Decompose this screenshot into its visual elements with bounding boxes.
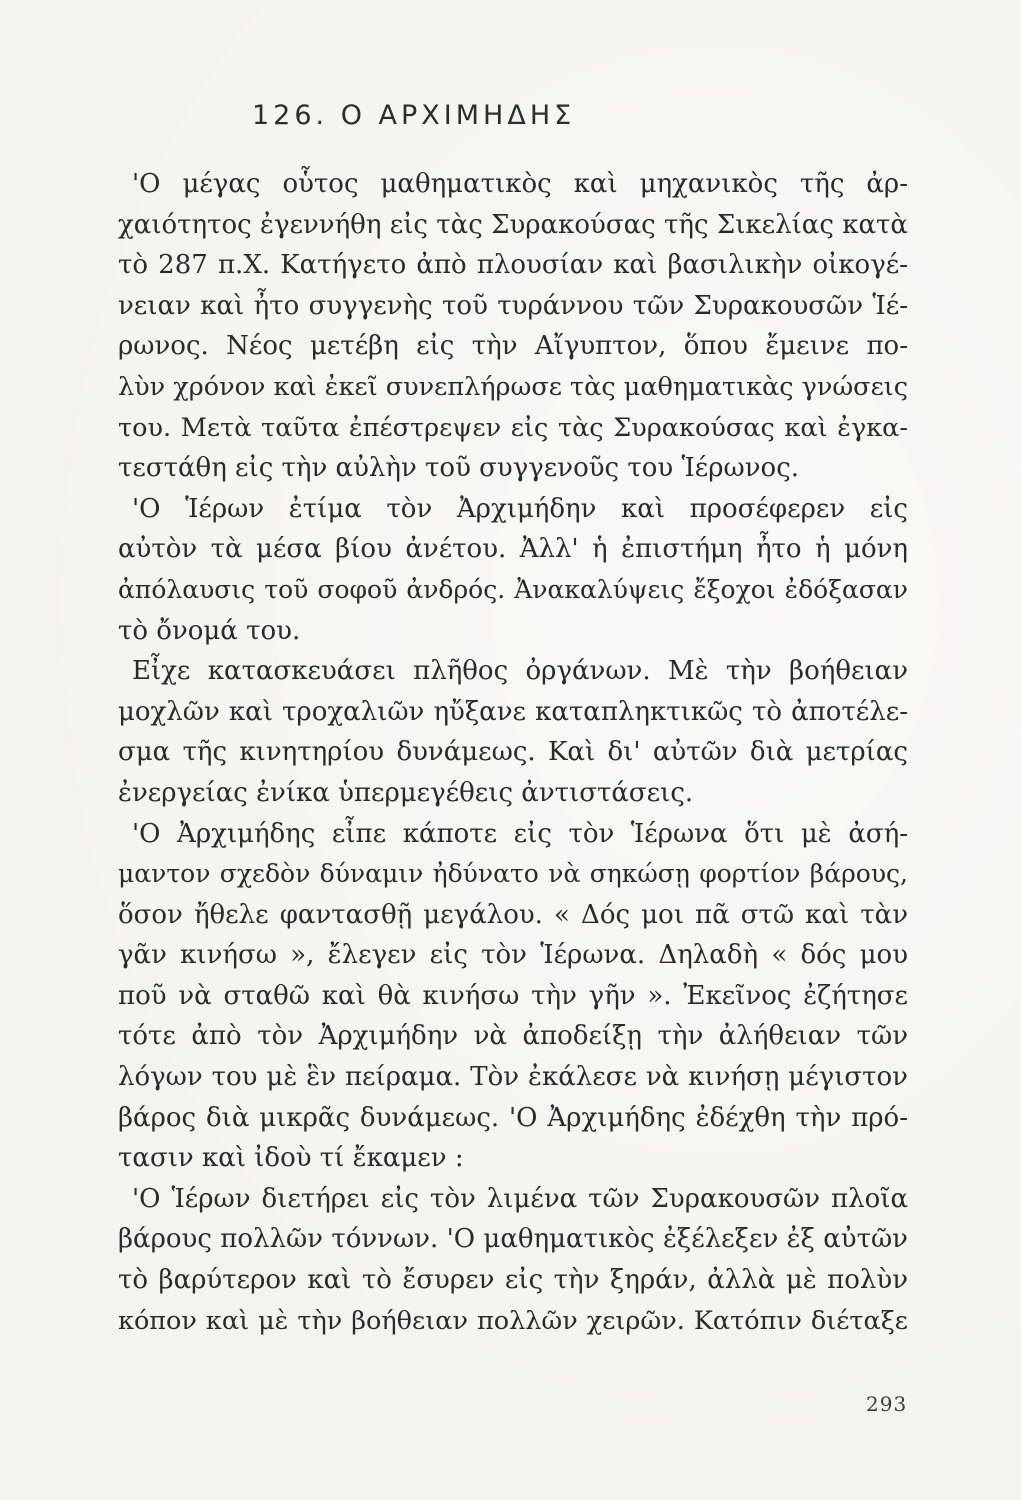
text-line: τασιν καὶ ἰδοὺ τί ἔκαμεν : (118, 1143, 464, 1174)
text-line: του. Μετὰ ταῦτα ἐπέστρεψεν εἰς τὰς Συρακούσας καὶ ἐγκα- (118, 412, 908, 443)
text-line: γᾶν κινήσω », ἔλεγεν εἰς τὸν Ἱέρωνα. Δηλαδὴ « δός μου (118, 940, 908, 971)
chapter-title: 126. Ο ΑΡΧΙΜΗΔΗΣ (252, 100, 576, 131)
text-line: μοχλῶν καὶ τροχαλιῶν ηὔξανε καταπληκτικῶς τὸ ἀποτέλε- (118, 696, 908, 727)
body-text (118, 164, 908, 1341)
text-line: ἐνεργείας ἐνίκα ὑπερμεγέθεις ἀντιστάσεις. (118, 777, 694, 808)
text-line: Εἶχε κατασκευάσει πλῆθος ὀργάνων. Μὲ τὴν βοήθειαν (132, 656, 908, 687)
text-line: χαιότητος ἐγεννήθη εἰς τὰς Συρακούσας τῆς Σικελίας κατὰ (118, 209, 908, 240)
text-line: σμα τῆς κινητηρίου δυνάμεως. Καὶ δι' αὐτῶν διὰ μετρίας (118, 737, 908, 768)
text-line: τότε ἀπὸ τὸν Ἀρχιμήδην νὰ ἀποδείξῃ τὴν ἀλήθειαν τῶν (118, 1021, 908, 1052)
text-line: τὸ ὄνομά του. (118, 615, 301, 646)
text-line: 'Ο Ἀρχιμήδης εἶπε κάποτε εἰς τὸν Ἱέρωνα ὅτι μὲ ἀσή- (132, 818, 908, 849)
text-line: λὺν χρόνον καὶ ἐκεῖ συνεπλήρωσε τὰς μαθηματικὰς γνώσεις (118, 371, 909, 402)
text-line: λόγων του μὲ ἓν πείραμα. Τὸν ἐκάλεσε νὰ κινήσῃ μέγιστον (118, 1062, 908, 1093)
text-line: τεστάθη εἰς τὴν αὐλὴν τοῦ συγγενοῦς του Ἱέρωνος. (118, 453, 800, 484)
text-line: ρωνος. Νέος μετέβη εἰς τὴν Αἴγυπτον, ὅπου ἔμεινε πο- (118, 331, 908, 362)
text-line: 'Ο Ἱέρων διετήρει εἰς τὸν λιμένα τῶν Συρακουσῶν πλοῖα (132, 1183, 908, 1214)
text-line: αὐτὸν τὰ μέσα βίου ἀνέτου. Ἀλλ' ἡ ἐπιστήμη ἦτο ἡ μόνη (118, 534, 908, 565)
text-line: νειαν καὶ ἦτο συγγενὴς τοῦ τυράννου τῶν Συρακουσῶν Ἱέ- (118, 290, 908, 321)
text-line: 'Ο μέγας οὗτος μαθηματικὸς καὶ μηχανικὸς τῆς ἀρ- (132, 169, 908, 199)
text-line: ἀπόλαυσις τοῦ σοφοῦ ἀνδρός. Ἀνακαλύψεις ἔξοχοι ἐδόξασαν (118, 574, 908, 604)
text-line: τὸ βαρύτερον καὶ τὸ ἔσυρεν εἰς τὴν ξηράν, ἀλλὰ μὲ πολὺν (118, 1265, 908, 1296)
text-line: 'Ο Ἱέρων ἐτίμα τὸν Ἀρχιμήδην καὶ προσέφερεν εἰς (132, 493, 908, 524)
text-line: κόπον καὶ μὲ τὴν βοήθειαν πολλῶν χειρῶν. Κατόπιν διέταξε (118, 1305, 908, 1336)
text-line: ποῦ νὰ σταθῶ καὶ θὰ κινήσω τὴν γῆν ». Ἐκεῖνος ἐζήτησε (118, 980, 908, 1011)
page-number: 293 (866, 1392, 908, 1416)
text-line: βάρους πολλῶν τόννων. 'Ο μαθηματικὸς ἐξέλεξεν ἐξ αὐτῶν (118, 1224, 908, 1255)
text-line: ὅσον ἤθελε φαντασθῇ μεγάλου. « Δός μοι πᾶ στῶ καὶ τὰν (118, 899, 908, 930)
text-line: βάρος διὰ μικρᾶς δυνάμεως. 'Ο Ἀρχιμήδης ἐδέχθη τὴν πρό- (118, 1102, 908, 1133)
text-line: τὸ 287 π.Χ. Κατήγετο ἀπὸ πλουσίαν καὶ βασιλικὴν οἰκογέ- (118, 250, 908, 281)
text-line: μαντον σχεδὸν δύναμιν ἠδύνατο νὰ σηκώσῃ φορτίον βάρους, (118, 859, 908, 889)
